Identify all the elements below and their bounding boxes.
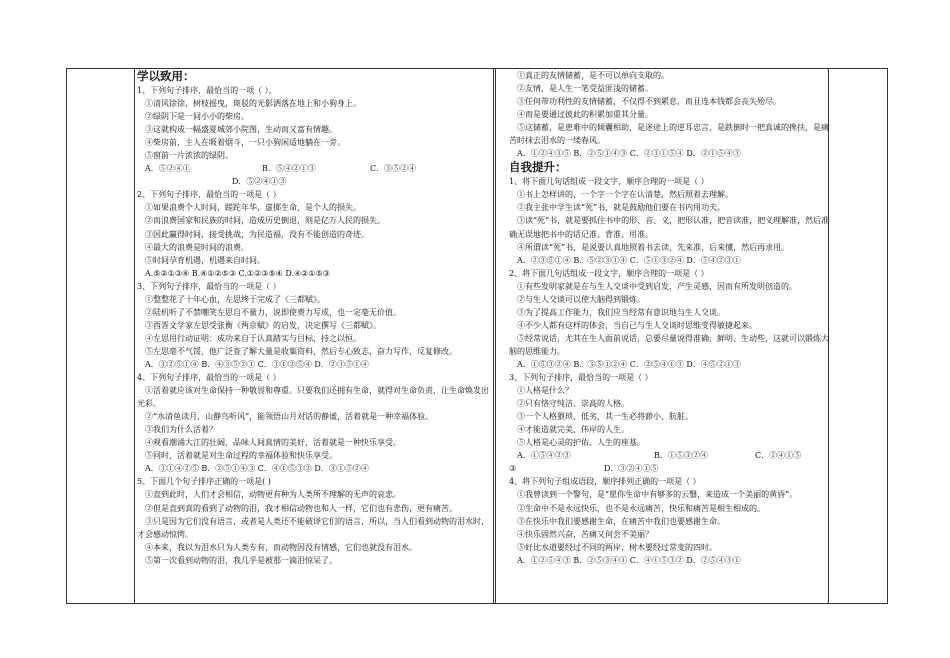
sentence: ①人格是什么？ [517,386,573,396]
sentence: ③西晋文学家左思受张衡《两京赋》的启发，决定撰写《三都赋》。 [145,320,381,330]
sentence: ②陆机听了不禁嘲笑左思自不量力，说即使费力写成，也一定毫无价值。 [145,307,401,317]
sentence: ②而浪费国家和民族的时间，造成历史倒退，则是亿万人民的损失。 [145,216,385,226]
answer-options: A．③②⑤①④ B．④③⑤②① C．③①②⑤④ D．②③⑤①④ [145,359,369,369]
sentence: ④才能造就完美、伟岸的人生。 [517,425,629,435]
question-stem: 2、下列句子排序，最恰当的一项是（ ） [137,190,281,200]
sentence: ③因此赢得时间，接受挑战，为民造福，没有不能创造的奇迹。 [145,229,369,239]
sentence: ①我曾读到一个警句，是“愿你生命中有够多的云翳，来造成一个美丽的黄昏”。 [517,490,798,500]
sentence: ⑤窗前一片浓浓的绿阴。 [145,151,233,161]
sentence: ①如果浪费个人时间，蹉跎年华，虚掷生命，是个人的损失。 [145,203,361,213]
sentence: ⑤人格是心灵的护佑、人生的座基。 [517,438,645,448]
answer-options [509,462,831,475]
question-stem: 2、将下面几句话组成一段文字，顺序合理的一项是（ ） [509,268,709,278]
sentence: ⑤左思毫不气馁，他广泛查了解大量是收集资料，然后专心致志，奋力写作，反复修改。 [145,346,457,356]
answer-options: A．②③⑤①④ B．⑤②③①④ C．⑤①③②④ D．⑤④②③① [517,255,741,265]
sentence: ④左思用行动证明：成功来自于认真踏实与目标，持之以恒。 [145,333,361,343]
sentence: ①有些发明家就是在与生人交谈中受到启发，产生灵感，因而有所发明创造的。 [517,281,797,291]
sentence: ②生命中不是永远快乐，也不是永远痛苦，快乐和痛苦是相生相成的。 [517,503,765,513]
answer-options: A.⑤②①③④ B.④①②⑤③ C.①②③⑤④ D.④②①⑤③ [145,268,330,278]
sentence: ③一个人格猥琐、低劣，其一生必将渺小、肮脏。 [517,412,693,422]
question-stem: 5、下面几个句子排序正确的一项是( ) [137,477,271,487]
sentence: ③只是因为它们没有语言，或者是人类还不能破译它们的语言，所以，当人们看到动物的泪水时，才会感动惊愕。 [137,516,489,539]
right-column [505,69,831,603]
sentence: ②但是直到真的看到了动物的泪，我才相信动物也和人一样，它们也有悲伤，更有痛苦。 [145,503,457,513]
sentence: ⑤好比水道要经过不同的两岸，树木要经过常变的四时。 [517,542,717,552]
sentence: ②“水清鱼读月，山静鸟听风”，能领悟山月对话的静谧，活着就是一种幸福体验。 [145,412,434,422]
question-stem: 1、下列句子排序，最恰当的一项（ ）。 [137,86,277,95]
option-c: C．③⑤②④ [370,164,417,174]
sentence: ④而是要通过彼此的积累加重其分量。 [517,110,653,120]
sentence: ②只有恪守纯洁、崇高的人格。 [517,399,629,409]
question-stem: 4、将下列句子组成语段，顺序排列正确的一项是（ ） [509,477,701,487]
sentence: ③这就构成一幅盛夏城郊小院图，生动而又富有情趣。 [145,125,337,135]
sentence: ③任何带功利性的友情储蓄，不仅得不到累息，而且连本钱都会丧失殆尽。 [517,97,781,107]
question-stem: 3、下列句子排序，最恰当的一项是（ ） [509,373,653,383]
option-a: A．⑤②④① [145,164,191,174]
sentence: ③我们为什么活着？ [145,425,217,435]
sentence: ①清风徐徐，树枝摇曳，斑驳的光影洒落在地上和小狗身上。 [145,99,361,109]
question-stem: 1、将下面几句话组成一段文字，顺序合理的一项是（ ） [509,177,709,187]
sentence: ⑤这储蓄，是患难中的倾囊相助，是迷途上的逆耳忠言，是跌倒时一把真诚的搀扶，是痛苦时抹去泪水的一缕春风。 [509,123,829,146]
sentence: ④柴房前，主人在吸着烟斗，一只小狗闲适地躺在一旁。 [145,138,345,148]
sentence: ①整整花了十年心血，左思终于完成了《三都赋》。 [145,294,325,304]
sentence: ④观看潮涌大江的壮阔，品味人间真情的美好，活着就是一种快乐享受。 [145,438,401,448]
sentence: ⑤时间孕育机遇，机遇来自时间。 [145,255,265,265]
sentence: ④本来，我以为泪水只为人类专有，而动物因没有情感，它们也就没有泪水。 [145,542,417,552]
sentence: ①真正的友情储蓄，是不可以单向支取的。 [517,71,669,80]
sentence: ②绿阴下是一间小小的柴房。 [145,112,249,122]
sentence: ③在快乐中我们要感谢生命，在痛苦中我们也要感谢生命。 [517,516,725,526]
sentence: ④最大的浪费是时间的浪费。 [145,242,249,252]
sentence: ⑤同时，活着就是对生命过程的幸福体验和快乐享受。 [145,451,337,461]
sentence: ③为了提高工作能力，我们应当经常有意识地与生人交谈。 [517,307,725,317]
option-c-cont: ③ [509,464,517,474]
left-column [134,69,495,603]
answer-options: A．①⑤③②④ B．③⑤①②④ C．②⑤④①③ D．④⑤②①③ [517,359,741,369]
sentence: ②我主张中学生读“死”书，就是鼓励他们要在书内用功夫。 [517,203,726,213]
sentence: ⑤经常说话，尤其在生人面前说话，总要尽量说得准确、鲜明、生动些，这就可以锻炼大脑的思维能力。 [509,333,829,356]
sentence: ④不少人都有这样的体会，当自己与生人交谈时思维变得敏捷起来。 [517,320,757,330]
sentence: ①直到此时，人们才会相信，动物更有种为人类所不理解的无声的哀悲。 [145,490,401,500]
sentence: ①活着就应该对生命保持一种敬畏和尊重。只要我们还拥有生命，就得对生命负责，让生命焕发出光彩。 [137,386,489,409]
answer-options [137,162,495,175]
section-heading: 学以致用： [137,69,195,83]
option-b: B．①⑤③②④ [654,451,708,461]
answer-options: A．③①④②⑤ B．②⑤①④③ C．④①⑤③② D．③①⑤②④ [145,464,369,474]
sentence: ②友情，是人生一笔受益匪浅的储蓄。 [517,84,653,94]
section-heading: 自我提升： [509,160,567,175]
sentence: ②与生人交谈可以使大脑得到锻炼。 [517,294,645,304]
option-b: B．⑤④②①③ [262,164,316,174]
answer-options: A．①②④③⑤ B．②⑤①④③ C．②③①⑤④ D．②①⑤④③ [517,149,741,159]
option-a: A．①⑤④②③ [517,451,571,461]
answer-options [509,449,831,462]
worksheet-table [66,68,888,604]
sentence: ④快乐固然兴奋，苦痛又何尝不美丽？ [517,529,653,539]
question-stem: 3、下列句子排序，最恰当的一项是（ ） [137,281,281,291]
option-c: C．②④①⑤ [755,451,802,461]
sentence: ①书上怎样讲的，一个字一个字在认清楚，然后照着去理解。 [517,190,733,200]
sentence: ④所谓读“死”书，是说要认真地照着书去读，先来准，后来懂，然后再求用。 [517,242,790,252]
sentence: ⑤第一次看到动物的泪，我几乎是被那一滴泪惊呆了。 [145,555,337,565]
sentence: ③读“死”书，就是要抓住书中的形、音、义，把形认准，把音读准，把义理解准，然后准确无误地把书中的话记准、背准、用准。 [509,216,830,239]
option-d: D．⑤②④①③ [232,177,287,187]
question-stem: 4、下列句子排序，最恰当的一项是（ ） [137,373,281,383]
answer-options: A．①②⑤④③ B．②⑤③④① C．④①⑤③② D．②⑤④③① [517,555,741,565]
option-d: D．③②④①⑤ [604,464,659,474]
